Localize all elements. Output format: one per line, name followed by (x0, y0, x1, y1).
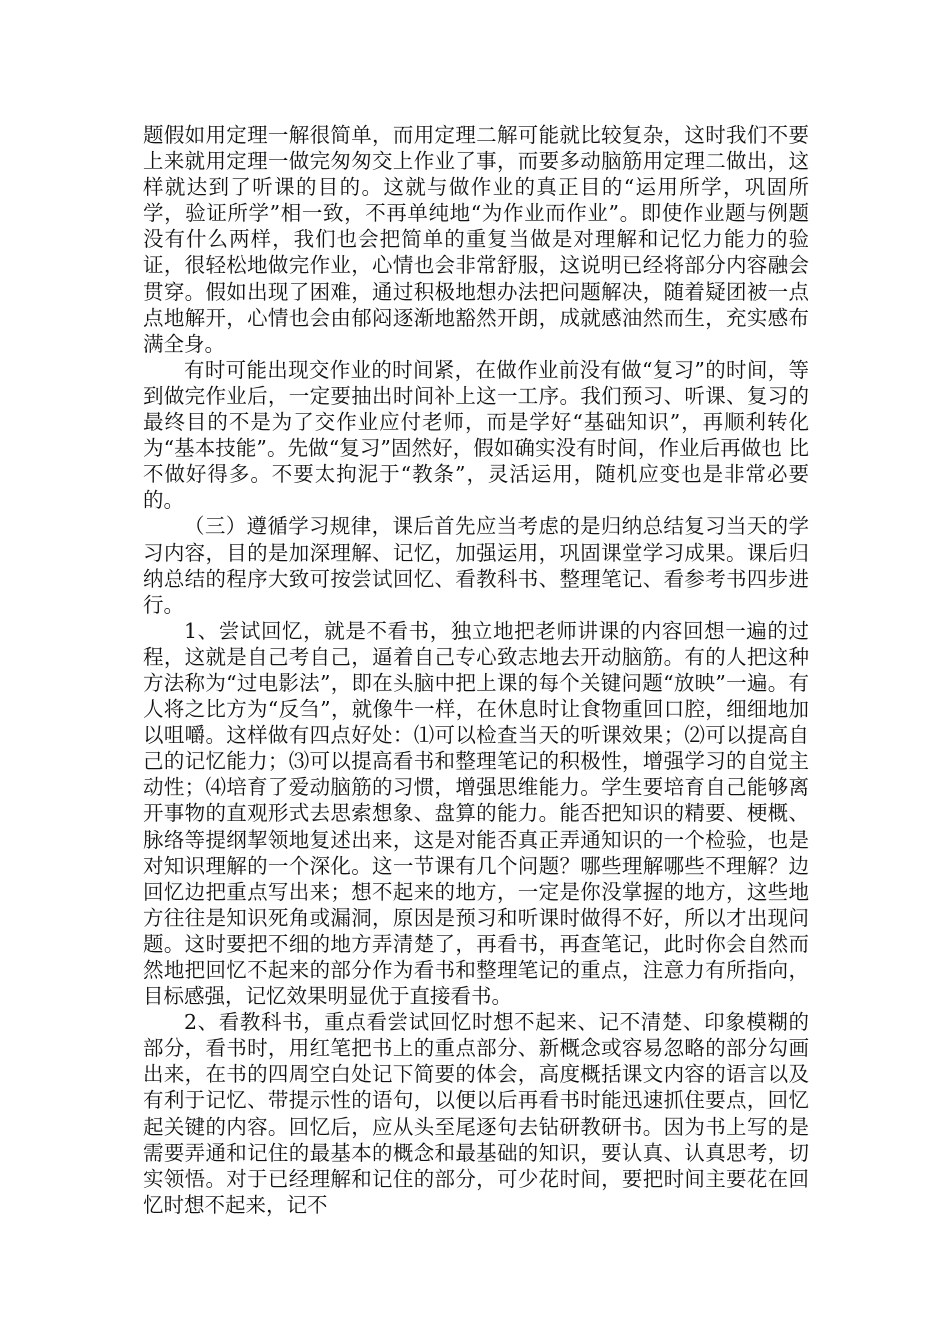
paragraph-2: 有时可能出现交作业的时间紧，在做作业前没有做“复习”的时间，等到做完作业后，一定要抽出时间补上这一工序。我们预习、听课、复习的最终目的不是为了交作业应付老师，而是学好“基础知识”，再顺利转化为“基本技能”。先做“复习”固然好，假如确实没有时间，作业后再做也 比不做好得多。不要太拘泥于“教条”，灵活运用，随机应变也是非常必要的。 (143, 357, 809, 513)
paragraph-3: （三）遵循学习规律，课后首先应当考虑的是归纳总结复习当天的学习内容，目的是加深理解、记忆，加强运用，巩固课堂学习成果。课后归纳总结的程序大致可按尝试回忆、看教科书、整理笔记、看参考书四步进行。 (143, 514, 809, 617)
paragraph-5: 2、看教科书，重点看尝试回忆时想不起来、记不清楚、印象模糊的部分，看书时，用红笔把书上的重点部分、新概念或容易忽略的部分勾画出来，在书的四周空白处记下简要的体会，高度概括课文内容的语言以及有利于记忆、带提示性的语句，以便以后再看书时能迅速抓住要点，回忆起关键的内容。回忆后，应从头至尾逐句去钻研教研书。因为书上写的是需要弄通和记住的最基本的概念和最基础的知识，要认真、认真思考，切实领悟。对于已经理解和记住的部分，可少花时间，要把时间主要花在回忆时想不起来，记不 (143, 1010, 809, 1217)
paragraph-4: 1、尝试回忆，就是不看书，独立地把老师讲课的内容回想一遍的过程，这就是自己考自己，逼着自己专心致志地去开动脑筋。有的人把这种方法称为“过电影法”，即在头脑中把上课的每个关键问题“放映”一遍。有人将之比方为“反刍”，就像牛一样，在休息时让食物重回口腔，细细地加以咀嚼。这样做有四点好处：⑴可以检查当天的听课效果；⑵可以提高自己的记忆能力；⑶可以提高看书和整理笔记的积极性，增强学习的自觉主动性；⑷培育了爱动脑筋的习惯，增强思维能力。学生要培育自己能够离开事物的直观形式去思索想象、盘算的能力。能否把知识的精要、梗概、脉络等提纲挈领地复述出来，这是对能否真正弄通知识的一个检验，也是对知识理解的一个深化。这一节课有几个问题？哪些理解哪些不理解？边回忆边把重点写出来；想不起来的地方，一定是你没掌握的地方，这些地方往往是知识死角或漏洞，原因是预习和听课时做得不好，所以才出现问题。这时要把不细的地方弄清楚了，再看书，再查笔记，此时你会自然而然地把回忆不起来的部分作为看书和整理笔记的重点，注意力有所指向，目标感强，记忆效果明显优于直接看书。 (143, 618, 809, 1009)
document-body (143, 122, 809, 1218)
paragraph-1: 题假如用定理一解很简单，而用定理二解可能就比较复杂，这时我们不要上来就用定理一做完匆匆交上作业了事，而要多动脑筋用定理二做出，这样就达到了听课的目的。这就与做作业的真正目的“运用所学，巩固所学，验证所学”相一致，不再单纯地“为作业而作业”。即使作业题与例题没有什么两样，我们也会把简单的重复当做是对理解和记忆力能力的验证，很轻松地做完作业，心情也会非常舒服，这说明已经将部分内容融会贯穿。假如出现了困难，通过积极地想办法把问题解决，随着疑团被一点点地解开，心情也会由郁闷逐渐地豁然开朗，成就感油然而生，充实感布满全身。 (143, 123, 809, 356)
